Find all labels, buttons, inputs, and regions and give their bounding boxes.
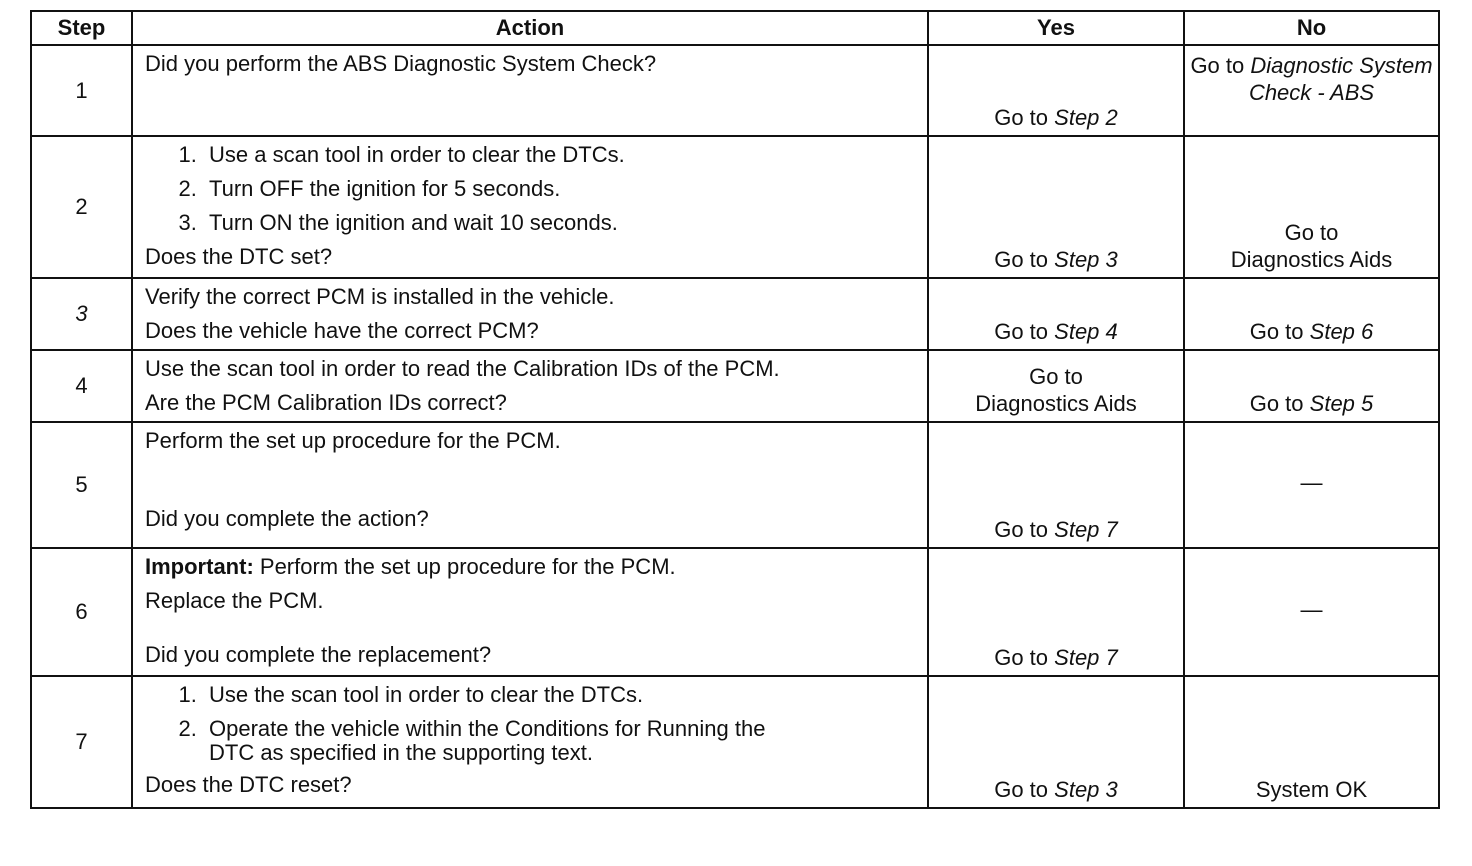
- step-number: 7: [31, 676, 132, 808]
- action-cell: [132, 45, 928, 136]
- action-line: Perform the set up procedure for the PCM.: [145, 428, 561, 453]
- yes-prefix: Go to: [994, 777, 1049, 802]
- action-steps-list: [145, 683, 919, 765]
- yes-cell: [928, 422, 1184, 548]
- no-prefix: Go to: [1190, 53, 1245, 78]
- table-row: [31, 350, 1439, 422]
- step-number: 2: [31, 136, 132, 278]
- action-cell: [132, 136, 928, 278]
- yes-cell: [928, 548, 1184, 676]
- action-question: Did you complete the action?: [145, 506, 429, 531]
- no-cell: [1184, 350, 1439, 422]
- table-row: [31, 136, 1439, 278]
- action-step-item: 3. Turn ON the ignition and wait 10 seconds.: [203, 211, 919, 235]
- header-step: Step: [31, 11, 132, 45]
- no-cell: —: [1184, 548, 1439, 676]
- yes-cell: [928, 278, 1184, 350]
- action-question: Are the PCM Calibration IDs correct?: [145, 390, 507, 415]
- step-number: 6: [31, 548, 132, 676]
- no-cell: —: [1184, 422, 1439, 548]
- action-cell: [132, 350, 928, 422]
- header-no: No: [1184, 11, 1439, 45]
- no-cell: [1184, 45, 1439, 136]
- no-cell: System OK: [1184, 676, 1439, 808]
- yes-step-link[interactable]: Step 2: [1054, 105, 1118, 130]
- yes-prefix: Go to: [994, 645, 1049, 670]
- table-row: [31, 676, 1439, 808]
- action-step-item: 2. Operate the vehicle within the Conditions for Running the DTC as specified in the supporting text.: [203, 717, 919, 765]
- no-prefix: Go to: [1249, 391, 1304, 416]
- action-cell: [132, 422, 928, 548]
- yes-prefix: Go to: [994, 319, 1049, 344]
- no-target-link[interactable]: Diagnostic System Check - ABS: [1248, 53, 1433, 105]
- action-question: Does the vehicle have the correct PCM?: [145, 318, 539, 343]
- action-line: Verify the correct PCM is installed in the vehicle.: [145, 284, 615, 309]
- action-step-item: 1. Use the scan tool in order to clear the DTCs.: [203, 683, 919, 707]
- no-prefix: Go to: [1284, 220, 1339, 245]
- important-label: Important:: [145, 554, 254, 579]
- yes-target-link[interactable]: Diagnostics Aids: [975, 391, 1137, 416]
- yes-prefix: Go to: [994, 105, 1049, 130]
- step-number: 4: [31, 350, 132, 422]
- yes-step-link[interactable]: Step 7: [1054, 517, 1118, 542]
- no-target-link[interactable]: Diagnostics Aids: [1230, 247, 1393, 272]
- yes-step-link[interactable]: Step 3: [1054, 777, 1118, 802]
- action-question: Did you perform the ABS Diagnostic System Check?: [145, 51, 657, 76]
- yes-step-link[interactable]: Step 7: [1054, 645, 1118, 670]
- important-text: Perform the set up procedure for the PCM.: [259, 554, 676, 579]
- action-cell: [132, 676, 928, 808]
- yes-step-link[interactable]: Step 4: [1054, 319, 1118, 344]
- action-line: Replace the PCM.: [145, 588, 324, 613]
- yes-prefix: Go to: [1029, 364, 1083, 389]
- no-prefix: Go to: [1249, 319, 1304, 344]
- action-question: Does the DTC reset?: [145, 772, 352, 797]
- action-question: Does the DTC set?: [145, 244, 333, 269]
- step-number: 1: [31, 45, 132, 136]
- header-yes: Yes: [928, 11, 1184, 45]
- action-line: Use the scan tool in order to read the Calibration IDs of the PCM.: [145, 356, 780, 381]
- yes-prefix: Go to: [994, 247, 1049, 272]
- no-cell: [1184, 136, 1439, 278]
- header-row: [31, 11, 1439, 45]
- no-step-link[interactable]: Step 6: [1309, 319, 1374, 344]
- diagnostic-table: [30, 10, 1440, 809]
- table-row: [31, 278, 1439, 350]
- table-row: [31, 422, 1439, 548]
- action-steps-list: [145, 143, 919, 235]
- header-action: Action: [132, 11, 928, 45]
- action-cell: [132, 548, 928, 676]
- yes-prefix: Go to: [994, 517, 1049, 542]
- action-step-item: 2. Turn OFF the ignition for 5 seconds.: [203, 177, 919, 201]
- yes-cell: [928, 350, 1184, 422]
- yes-step-link[interactable]: Step 3: [1054, 247, 1118, 272]
- action-cell: [132, 278, 928, 350]
- no-step-link[interactable]: Step 5: [1309, 391, 1374, 416]
- step-number: 5: [31, 422, 132, 548]
- table-row: [31, 45, 1439, 136]
- action-question: Did you complete the replacement?: [145, 642, 492, 667]
- yes-cell: [928, 45, 1184, 136]
- table-row: [31, 548, 1439, 676]
- step-number: 3: [31, 278, 132, 350]
- yes-cell: [928, 136, 1184, 278]
- yes-cell: [928, 676, 1184, 808]
- no-cell: [1184, 278, 1439, 350]
- action-step-item: 1. Use a scan tool in order to clear the DTCs.: [203, 143, 919, 167]
